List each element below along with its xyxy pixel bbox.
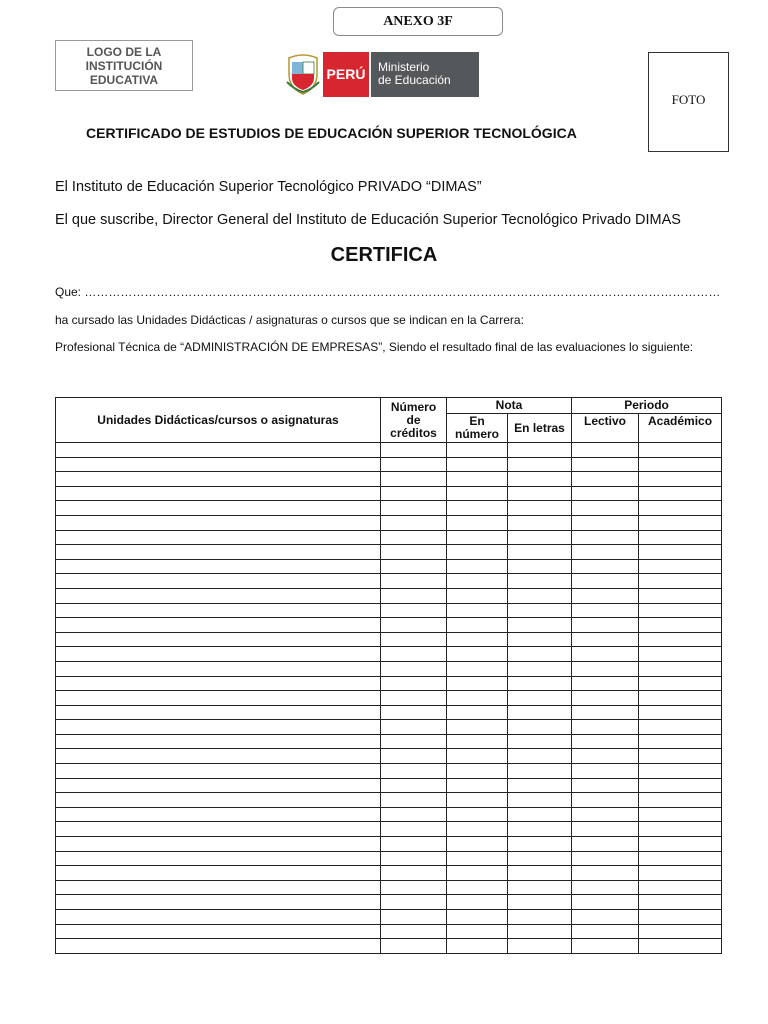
table-cell[interactable] [508,574,572,589]
table-cell[interactable] [639,924,722,939]
photo-box: FOTO [648,52,729,152]
header-nota-letras: En letras [508,414,572,443]
table-cell[interactable] [639,574,722,589]
ministry-name: Ministerio de Educación [371,52,479,97]
table-cell[interactable] [447,778,508,793]
table-cell[interactable] [639,939,722,954]
table-cell[interactable] [572,472,639,487]
table-cell[interactable] [447,880,508,895]
table-cell[interactable] [639,778,722,793]
table-cell[interactable] [639,764,722,779]
table-cell[interactable] [508,530,572,545]
table-cell[interactable] [508,895,572,910]
table-row [56,705,722,720]
table-cell[interactable] [639,691,722,706]
table-cell[interactable] [447,632,508,647]
table-row [56,720,722,735]
table-cell[interactable] [447,457,508,472]
signer-line: El que suscribe, Director General del Instituto de Educación Superior Tecnológico Privado DIMAS [55,212,681,228]
table-cell[interactable] [56,822,381,837]
table-cell[interactable] [572,822,639,837]
table-row [56,866,722,881]
table-cell[interactable] [639,895,722,910]
table-cell[interactable] [56,530,381,545]
table-cell[interactable] [447,515,508,530]
header-academico: Académico [639,414,722,443]
table-cell[interactable] [447,910,508,925]
table-row [56,764,722,779]
table-cell[interactable] [447,661,508,676]
table-row [56,691,722,706]
table-cell[interactable] [572,866,639,881]
table-cell[interactable] [56,734,381,749]
table-cell[interactable] [381,866,447,881]
header-lectivo: Lectivo [572,414,639,443]
table-cell[interactable] [56,705,381,720]
table-cell[interactable] [381,515,447,530]
table-cell[interactable] [572,939,639,954]
table-cell[interactable] [639,472,722,487]
table-cell[interactable] [381,734,447,749]
table-cell[interactable] [381,632,447,647]
table-cell[interactable] [639,851,722,866]
table-row [56,837,722,852]
table-cell[interactable] [639,618,722,633]
table-cell[interactable] [381,778,447,793]
annex-label: ANEXO 3F [333,7,503,36]
table-cell[interactable] [639,661,722,676]
table-cell[interactable] [572,443,639,458]
table-row [56,939,722,954]
table-cell[interactable] [572,647,639,662]
table-cell[interactable] [56,676,381,691]
table-cell[interactable] [381,924,447,939]
table-cell[interactable] [56,559,381,574]
table-cell[interactable] [381,545,447,560]
institution-logo-placeholder: LOGO DE LA INSTITUCIÓN EDUCATIVA [55,40,193,91]
table-cell[interactable] [508,720,572,735]
table-cell[interactable] [56,910,381,925]
table-row [56,851,722,866]
table-row [56,880,722,895]
table-row [56,588,722,603]
table-cell[interactable] [56,866,381,881]
table-cell[interactable] [508,691,572,706]
table-cell[interactable] [508,793,572,808]
table-cell[interactable] [508,880,572,895]
table-cell[interactable] [508,545,572,560]
table-cell[interactable] [56,618,381,633]
table-cell[interactable] [572,457,639,472]
table-row [56,559,722,574]
table-cell[interactable] [639,588,722,603]
table-cell[interactable] [639,559,722,574]
table-cell[interactable] [56,486,381,501]
table-cell[interactable] [508,837,572,852]
table-cell[interactable] [381,720,447,735]
table-cell[interactable] [56,691,381,706]
table-row [56,676,722,691]
table-cell[interactable] [508,807,572,822]
table-cell[interactable] [381,501,447,516]
table-cell[interactable] [447,866,508,881]
table-cell[interactable] [572,764,639,779]
table-cell[interactable] [639,530,722,545]
header-periodo: Periodo [572,398,722,414]
table-cell[interactable] [508,910,572,925]
grades-table [55,397,722,954]
table-row [56,924,722,939]
table-cell[interactable] [447,793,508,808]
cursado-line: ha cursado las Unidades Didácticas / asignaturas o cursos que se indican en la Carrera: [55,313,524,327]
table-cell[interactable] [639,457,722,472]
table-cell[interactable] [447,676,508,691]
table-cell[interactable] [639,603,722,618]
table-row [56,661,722,676]
table-cell[interactable] [447,691,508,706]
table-cell[interactable] [572,807,639,822]
table-row [56,647,722,662]
table-cell[interactable] [381,910,447,925]
table-cell[interactable] [639,880,722,895]
table-row [56,618,722,633]
table-cell[interactable] [381,443,447,458]
table-cell[interactable] [56,720,381,735]
table-cell[interactable] [56,588,381,603]
table-cell[interactable] [572,895,639,910]
table-row [56,457,722,472]
header-nota-numero: En número [447,414,508,443]
table-row [56,574,722,589]
table-cell[interactable] [572,749,639,764]
institute-line: El Instituto de Educación Superior Tecnológico PRIVADO “DIMAS” [55,179,482,195]
table-cell[interactable] [381,807,447,822]
table-row [56,530,722,545]
ministry-logo [285,52,479,97]
table-cell[interactable] [447,559,508,574]
table-cell[interactable] [381,530,447,545]
table-cell[interactable] [572,676,639,691]
table-cell[interactable] [381,676,447,691]
table-cell[interactable] [508,457,572,472]
table-cell[interactable] [447,501,508,516]
table-cell[interactable] [572,588,639,603]
table-cell[interactable] [56,924,381,939]
header-credits: Número de créditos [381,398,447,443]
table-cell[interactable] [447,734,508,749]
table-cell[interactable] [447,895,508,910]
table-row [56,472,722,487]
table-cell[interactable] [508,866,572,881]
table-cell[interactable] [56,837,381,852]
table-cell[interactable] [447,764,508,779]
table-cell[interactable] [639,822,722,837]
table-cell[interactable] [572,486,639,501]
table-cell[interactable] [572,778,639,793]
table-cell[interactable] [508,661,572,676]
table-cell[interactable] [381,559,447,574]
table-cell[interactable] [381,691,447,706]
table-cell[interactable] [508,618,572,633]
table-cell[interactable] [508,603,572,618]
table-cell[interactable] [572,734,639,749]
table-cell[interactable] [56,939,381,954]
header-units: Unidades Didácticas/cursos o asignaturas [56,398,381,443]
table-cell[interactable] [572,559,639,574]
table-cell[interactable] [639,632,722,647]
table-cell[interactable] [572,618,639,633]
table-cell[interactable] [56,661,381,676]
table-row [56,443,722,458]
table-cell[interactable] [381,851,447,866]
table-cell[interactable] [508,588,572,603]
table-cell[interactable] [572,793,639,808]
table-cell[interactable] [639,501,722,516]
table-cell[interactable] [508,705,572,720]
peru-wordmark: PERÚ [323,52,369,97]
table-cell[interactable] [508,676,572,691]
table-cell[interactable] [508,734,572,749]
table-cell[interactable] [572,501,639,516]
table-cell[interactable] [508,486,572,501]
table-row [56,545,722,560]
table-row [56,910,722,925]
coat-of-arms-icon [285,52,321,96]
table-cell[interactable] [572,720,639,735]
table-cell[interactable] [639,705,722,720]
table-cell[interactable] [381,486,447,501]
table-cell[interactable] [508,501,572,516]
table-cell[interactable] [381,588,447,603]
table-cell[interactable] [381,574,447,589]
table-row [56,515,722,530]
table-cell[interactable] [56,545,381,560]
table-cell[interactable] [56,574,381,589]
table-cell[interactable] [447,588,508,603]
table-cell[interactable] [639,807,722,822]
que-line: Que: …………………………………………………………………………………………………………………………………………… [55,285,721,299]
table-cell[interactable] [447,486,508,501]
table-cell[interactable] [508,647,572,662]
table-cell[interactable] [447,807,508,822]
table-cell[interactable] [56,851,381,866]
table-cell[interactable] [56,472,381,487]
table-cell[interactable] [508,749,572,764]
table-cell[interactable] [56,880,381,895]
table-cell[interactable] [639,749,722,764]
table-cell[interactable] [639,647,722,662]
table-cell[interactable] [639,676,722,691]
table-cell[interactable] [508,559,572,574]
table-cell[interactable] [572,705,639,720]
table-cell[interactable] [381,472,447,487]
table-cell[interactable] [639,734,722,749]
table-cell[interactable] [56,778,381,793]
table-row [56,632,722,647]
table-cell[interactable] [56,749,381,764]
table-row [56,603,722,618]
table-cell[interactable] [508,632,572,647]
table-row [56,895,722,910]
table-cell[interactable] [508,443,572,458]
profesional-line: Profesional Técnica de “ADMINISTRACIÓN DE EMPRESAS”, Siendo el resultado final de las evaluaciones lo siguiente: [55,340,694,354]
table-cell[interactable] [572,851,639,866]
table-row [56,807,722,822]
table-cell[interactable] [447,822,508,837]
table-cell[interactable] [56,647,381,662]
table-row [56,793,722,808]
table-cell[interactable] [508,472,572,487]
table-cell[interactable] [639,545,722,560]
table-cell[interactable] [572,837,639,852]
table-cell[interactable] [508,764,572,779]
table-cell[interactable] [56,443,381,458]
header-nota: Nota [447,398,572,414]
table-cell[interactable] [56,895,381,910]
table-cell[interactable] [447,545,508,560]
table-cell[interactable] [447,530,508,545]
grades-body [56,443,722,954]
table-cell[interactable] [447,720,508,735]
table-cell[interactable] [381,822,447,837]
table-cell[interactable] [572,691,639,706]
table-row [56,734,722,749]
certifica-heading: CERTIFICA [330,244,438,266]
table-cell[interactable] [447,939,508,954]
table-row [56,778,722,793]
table-cell[interactable] [572,910,639,925]
table-cell[interactable] [508,778,572,793]
table-cell[interactable] [572,603,639,618]
table-cell[interactable] [381,705,447,720]
table-cell[interactable] [639,866,722,881]
table-cell[interactable] [56,501,381,516]
table-cell[interactable] [639,910,722,925]
table-row [56,501,722,516]
table-cell[interactable] [381,603,447,618]
table-cell[interactable] [572,632,639,647]
table-cell[interactable] [508,939,572,954]
table-cell[interactable] [381,895,447,910]
table-cell[interactable] [572,924,639,939]
table-cell[interactable] [447,574,508,589]
table-cell[interactable] [639,515,722,530]
table-cell[interactable] [447,603,508,618]
table-cell[interactable] [572,515,639,530]
table-cell[interactable] [447,837,508,852]
table-cell[interactable] [447,472,508,487]
table-cell[interactable] [56,807,381,822]
table-cell[interactable] [381,661,447,676]
table-cell[interactable] [572,880,639,895]
table-cell[interactable] [447,924,508,939]
table-cell[interactable] [56,603,381,618]
table-cell[interactable] [56,793,381,808]
table-row [56,822,722,837]
table-cell[interactable] [447,618,508,633]
table-cell[interactable] [572,530,639,545]
table-cell[interactable] [447,851,508,866]
table-cell[interactable] [381,939,447,954]
table-cell[interactable] [508,515,572,530]
table-cell[interactable] [447,647,508,662]
table-cell[interactable] [639,443,722,458]
table-row [56,486,722,501]
table-cell[interactable] [381,749,447,764]
table-cell[interactable] [381,764,447,779]
table-cell[interactable] [381,457,447,472]
table-cell[interactable] [447,705,508,720]
table-cell[interactable] [508,851,572,866]
table-row [56,749,722,764]
table-cell[interactable] [572,545,639,560]
table-cell[interactable] [56,764,381,779]
table-cell[interactable] [56,457,381,472]
table-cell[interactable] [381,793,447,808]
table-cell[interactable] [639,486,722,501]
table-cell[interactable] [639,793,722,808]
table-cell[interactable] [381,880,447,895]
table-cell[interactable] [381,647,447,662]
table-cell[interactable] [447,749,508,764]
table-cell[interactable] [56,515,381,530]
table-cell[interactable] [56,632,381,647]
table-cell[interactable] [639,837,722,852]
table-cell[interactable] [381,837,447,852]
table-cell[interactable] [381,618,447,633]
document-title: CERTIFICADO DE ESTUDIOS DE EDUCACIÓN SUPERIOR TECNOLÓGICA [86,125,577,141]
table-cell[interactable] [572,661,639,676]
table-cell[interactable] [508,924,572,939]
table-cell[interactable] [572,574,639,589]
table-cell[interactable] [447,443,508,458]
table-cell[interactable] [508,822,572,837]
table-cell[interactable] [639,720,722,735]
